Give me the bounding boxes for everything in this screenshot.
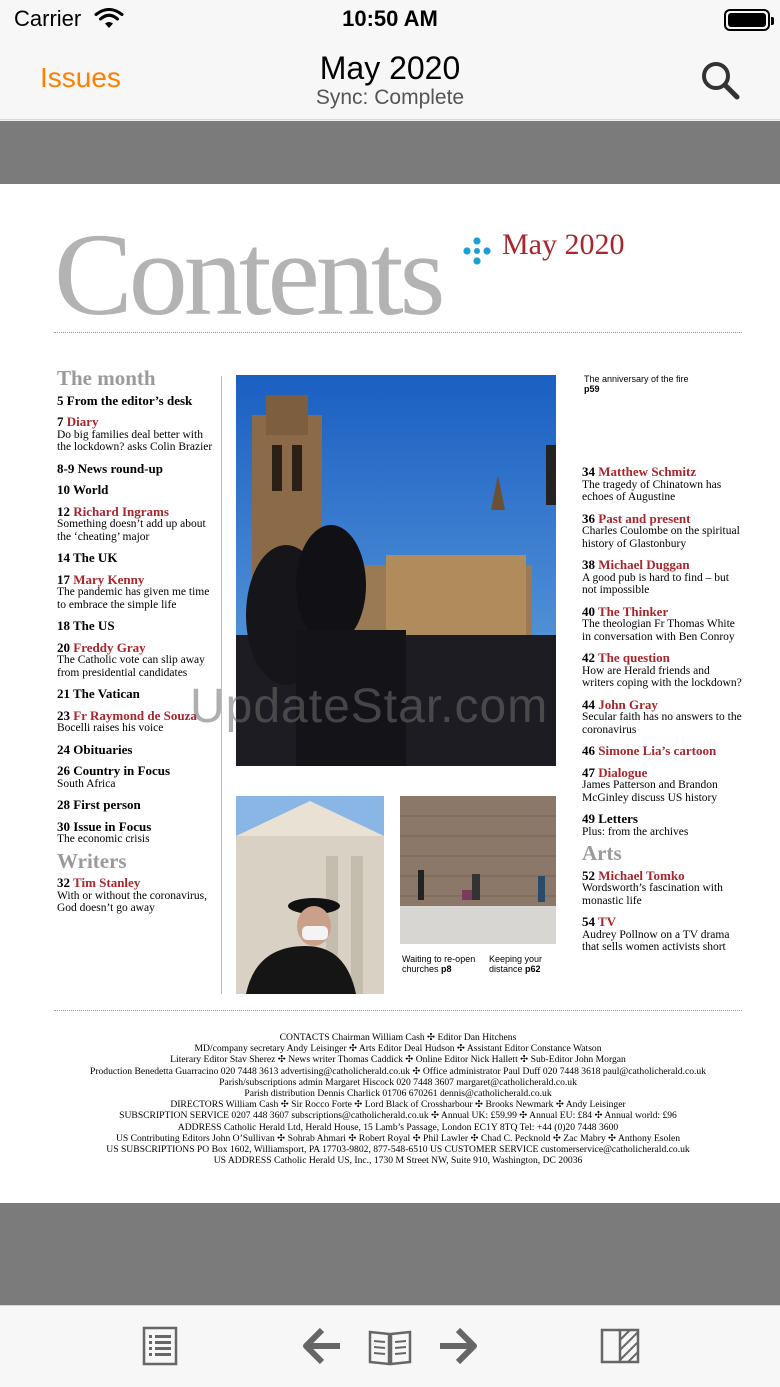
credit-line: US Contributing Editors John O’Sullivan ✣ Sohrab Ahmari ✣ Robert Royal ✣ Phil Lawler ✣ Chad C. Pecknold ✣ Zac Mabry ✣ Anthony Esolen <box>115 1132 681 1144</box>
contents-entry[interactable] <box>582 466 744 504</box>
entry-page-number: 23 <box>57 707 70 723</box>
contents-entry[interactable] <box>582 559 744 597</box>
contents-entry[interactable] <box>582 696 744 737</box>
contents-entry[interactable] <box>582 652 744 690</box>
entry-page-number: 26 <box>57 763 70 778</box>
reader-toolbar <box>0 1305 780 1387</box>
contents-entry[interactable] <box>57 818 219 846</box>
entry-title: Issue in Focus <box>73 818 152 834</box>
credit-line: CONTACTS Chairman William Cash ✣ Editor Dan Hitchens <box>279 1032 517 1043</box>
entry-heading <box>57 392 219 408</box>
entry-title: Diary <box>66 414 99 429</box>
contents-entry[interactable] <box>57 460 219 476</box>
anniversary-caption-page: p59 <box>584 384 600 394</box>
entry-description: Secular faith has no answers to the coronavirus <box>582 711 742 736</box>
carrier-label: Carrier <box>14 6 82 31</box>
contents-entry[interactable] <box>57 392 219 408</box>
credit-line: ADDRESS Catholic Herald Ltd, Herald House, 15 Lamb’s Passage, London EC1Y 8TQ Tel: +44 (0)20 7448 3600 <box>177 1121 619 1133</box>
credit-line: US ADDRESS Catholic Herald US, Inc., 1730 M Street NW, Suite 910, Washington, DC 20036 <box>213 1155 583 1167</box>
waiting-caption-text: Waiting to re-open churches <box>402 954 476 974</box>
entry-title: The question <box>598 650 670 665</box>
split-page-icon[interactable] <box>598 1324 642 1368</box>
entry-page-number: 18 <box>57 618 70 633</box>
entry-title: Michael Tomko <box>598 867 685 883</box>
entry-description: Do big families deal better with the lockdown? asks Colin Brazier <box>57 428 213 453</box>
entry-heading <box>57 688 219 701</box>
entry-title: From the editor’s desk <box>66 392 193 408</box>
contents-entry[interactable] <box>57 484 219 497</box>
entry-page-number: 47 <box>582 764 595 780</box>
status-bar <box>0 0 780 40</box>
entry-heading <box>57 877 219 890</box>
entry-heading <box>57 484 219 497</box>
section-heading-writers: Writers <box>57 848 127 873</box>
entry-page-number: 24 <box>57 741 70 757</box>
entry-description: With or without the coronavirus, God doesn’t go away <box>57 889 207 914</box>
entry-title: Matthew Schmitz <box>598 464 697 479</box>
entry-heading <box>57 741 219 757</box>
entry-heading <box>582 603 744 619</box>
entry-title: Country in Focus <box>73 763 171 778</box>
entry-description: Plus: from the archives <box>582 825 689 838</box>
contents-entry[interactable] <box>57 552 219 565</box>
contents-right-column <box>582 466 744 963</box>
entry-heading <box>57 416 219 429</box>
entry-description: James Patterson and Brandon McGinley discuss US history <box>582 779 718 804</box>
entry-page-number: 49 <box>582 811 595 826</box>
entry-title: Mary Kenny <box>73 571 145 587</box>
contents-entry[interactable] <box>57 503 219 544</box>
contents-entry[interactable] <box>57 877 219 915</box>
entry-page-number: 21 <box>57 686 70 701</box>
entry-title: Obituaries <box>73 741 133 757</box>
entry-page-number: 28 <box>57 797 70 812</box>
credit-line: Production Benedetta Guarracino 020 7448 3613 advertising@catholicherald.co.uk ✣ Office administrator Paul Duff 020 7448 3618 paul@catholicherald.co.uk <box>89 1065 706 1077</box>
credit-line: DIRECTORS William Cash ✣ Sir Rocco Forte ✣ Lord Black of Crossharbour ✣ Brooks Newmark ✣ Andy Leisinger <box>170 1099 626 1111</box>
section-heading-the-month: The month <box>57 366 156 390</box>
entry-heading <box>582 764 744 780</box>
entry-description: The tragedy of Chinatown has echoes of Augustine <box>582 478 722 503</box>
entry-title: The UK <box>73 550 118 565</box>
waiting-caption-page: p8 <box>441 964 452 974</box>
entry-page-number: 5 <box>57 392 64 408</box>
issues-back-button[interactable]: Issues <box>40 62 121 93</box>
contents-entry[interactable] <box>582 867 744 908</box>
entry-description: The Catholic vote can slip away from presidential candidates <box>57 654 205 679</box>
entry-title: The Thinker <box>598 603 669 619</box>
entry-heading <box>582 696 744 712</box>
entry-heading <box>582 745 744 758</box>
entry-title: Fr Raymond de Souza <box>73 707 197 723</box>
sync-status: Sync: Complete <box>315 86 465 109</box>
entry-description: The economic crisis <box>57 833 150 845</box>
entry-description: Bocelli raises his voice <box>57 722 164 734</box>
entry-title: Richard Ingrams <box>73 503 169 519</box>
watermark: UpdateStar.com <box>190 680 549 733</box>
contents-heading: Contents <box>54 209 442 340</box>
page-margin-top <box>0 121 780 184</box>
entry-page-number: 12 <box>57 503 70 519</box>
keeping-caption-text: Keeping your distance <box>489 954 543 974</box>
entry-page-number: 20 <box>57 639 70 655</box>
anniversary-caption-text: The anniversary of the fire <box>584 374 689 384</box>
contents-entry[interactable] <box>57 741 219 757</box>
entry-title: Freddy Gray <box>73 639 146 655</box>
entry-page-number: 38 <box>582 557 595 572</box>
cross-ornament-icon <box>462 236 492 266</box>
page-margin-bottom <box>0 1203 780 1305</box>
contents-entry[interactable] <box>582 745 744 758</box>
battery-icon <box>724 9 770 31</box>
divider <box>54 332 742 333</box>
entry-heading <box>57 765 219 778</box>
entry-title: First person <box>73 797 141 812</box>
section-heading-arts: Arts <box>582 841 622 865</box>
navigation-bar <box>0 40 780 120</box>
contents-entry[interactable] <box>582 813 744 838</box>
entry-title: The US <box>73 618 115 633</box>
contents-entry[interactable] <box>582 603 744 644</box>
entry-title: World <box>73 482 109 497</box>
contents-left-column <box>57 366 219 924</box>
open-book-icon[interactable] <box>368 1324 412 1368</box>
notre-dame-photo <box>236 375 556 766</box>
credits-divider <box>54 1010 742 1011</box>
entry-heading <box>582 652 744 665</box>
entry-heading <box>57 799 219 812</box>
contents-entry[interactable] <box>57 571 219 612</box>
entry-page-number: 42 <box>582 650 595 665</box>
entry-heading <box>582 916 744 929</box>
entry-title: The Vatican <box>73 686 140 701</box>
contents-entry[interactable] <box>57 639 219 680</box>
arrow-right-icon[interactable] <box>436 1324 480 1368</box>
entry-page-number: 32 <box>57 875 70 890</box>
entry-page-number: 46 <box>582 743 595 758</box>
contents-entry[interactable] <box>582 764 744 805</box>
arrow-left-icon[interactable] <box>300 1324 344 1368</box>
entry-description: Charles Coulombe on the spiritual history of Glastonbury <box>582 525 740 550</box>
priest-mask-photo <box>236 796 384 994</box>
contents-entry[interactable] <box>57 688 219 701</box>
entry-title: John Gray <box>598 696 658 712</box>
entry-heading <box>57 460 219 476</box>
keeping-caption-page: p62 <box>525 964 541 974</box>
entry-page-number: 7 <box>57 414 64 429</box>
entry-page-number: 52 <box>582 867 595 883</box>
credit-line: MD/company secretary Andy Leisinger ✣ Arts Editor Deal Hudson ✣ Assistant Editor Constance Watson <box>194 1043 602 1055</box>
entry-title: Simone Lia’s cartoon <box>598 743 717 758</box>
entry-heading <box>57 552 219 565</box>
entry-description: The theologian Fr Thomas White in conversation with Ben Conroy <box>582 618 735 643</box>
entry-page-number: 8-9 <box>57 460 75 476</box>
entry-heading <box>57 620 219 633</box>
entry-heading <box>582 867 744 883</box>
contents-entry[interactable] <box>582 916 744 954</box>
entry-heading <box>57 571 219 587</box>
entry-page-number: 54 <box>582 914 595 929</box>
issue-title: May 2020 <box>319 50 461 86</box>
entry-page-number: 36 <box>582 510 595 526</box>
issue-date: May 2020 <box>502 228 625 261</box>
entry-heading <box>582 466 744 479</box>
entry-page-number: 34 <box>582 464 595 479</box>
magazine-page[interactable] <box>0 184 780 1203</box>
contents-entry[interactable] <box>57 620 219 633</box>
entry-description: South Africa <box>57 777 116 790</box>
entry-page-number: 17 <box>57 571 70 587</box>
entry-page-number: 10 <box>57 482 70 497</box>
contents-entry[interactable] <box>57 416 219 454</box>
entry-heading <box>582 813 744 826</box>
church-distance-photo <box>400 796 556 944</box>
entry-title: Tim Stanley <box>73 875 141 890</box>
entry-page-number: 44 <box>582 696 595 712</box>
entry-description: How are Herald friends and writers coping with the lockdown? <box>582 664 742 689</box>
entry-description: The pandemic has given me time to embrace the simple life <box>57 586 210 611</box>
entry-page-number: 40 <box>582 603 595 619</box>
credit-line: Parish/subscriptions admin Margaret Hiscock 020 7448 3607 margaret@catholicherald.co.uk <box>219 1076 577 1088</box>
entry-page-number: 14 <box>57 550 70 565</box>
entry-title: Dialogue <box>598 764 648 780</box>
column-divider <box>221 376 222 994</box>
entry-title: Letters <box>598 811 638 826</box>
entry-heading <box>57 818 219 834</box>
entry-heading <box>582 559 744 572</box>
entry-description: Audrey Pollnow on a TV drama that sells women activists short <box>582 928 730 953</box>
entry-title: Michael Duggan <box>598 557 690 572</box>
credit-line: Literary Editor Stav Sherez ✣ News writer Thomas Caddick ✣ Online Editor Nick Hallett ✣ Sub-Editor John Morgan <box>170 1054 626 1066</box>
masthead-credits <box>54 1032 742 1166</box>
credit-line: US SUBSCRIPTIONS PO Box 1602, Williamsport, PA 17703-9802, 877-548-6510 US CUSTOMER SERVICE customerservice@catholicherald.co.uk <box>106 1144 690 1156</box>
entry-title: Past and present <box>598 510 691 526</box>
anniversary-caption <box>584 374 694 394</box>
waiting-caption <box>402 954 482 974</box>
entry-heading <box>57 639 219 655</box>
entry-title: TV <box>598 914 617 929</box>
list-icon[interactable] <box>138 1324 182 1368</box>
entry-title: News round-up <box>77 460 163 476</box>
entry-heading <box>582 510 744 526</box>
entry-description: A good pub is hard to find – but not impossible <box>582 571 729 596</box>
entry-page-number: 30 <box>57 818 70 834</box>
contents-entry[interactable] <box>57 707 219 735</box>
entry-description: Something doesn’t add up about the ‘cheating’ major <box>57 518 206 543</box>
contents-entry[interactable] <box>57 799 219 812</box>
entry-heading <box>57 707 219 723</box>
credit-line: Parish distribution Dennis Charlick 01706 670261 dennis@catholicherald.co.uk <box>244 1088 552 1100</box>
entry-heading <box>57 503 219 519</box>
entry-description: Wordsworth’s fascination with monastic life <box>582 882 723 907</box>
keeping-caption <box>489 954 561 974</box>
contents-entry[interactable] <box>57 765 219 790</box>
clock: 10:50 AM <box>342 6 438 31</box>
contents-entry[interactable] <box>582 510 744 551</box>
search-icon[interactable] <box>698 58 742 102</box>
credit-line: SUBSCRIPTION SERVICE 0207 448 3607 subscriptions@catholicherald.co.uk ✣ Annual UK: £59.99 ✣ Annual EU: £84 ✣ Annual world: £96 <box>119 1110 677 1122</box>
